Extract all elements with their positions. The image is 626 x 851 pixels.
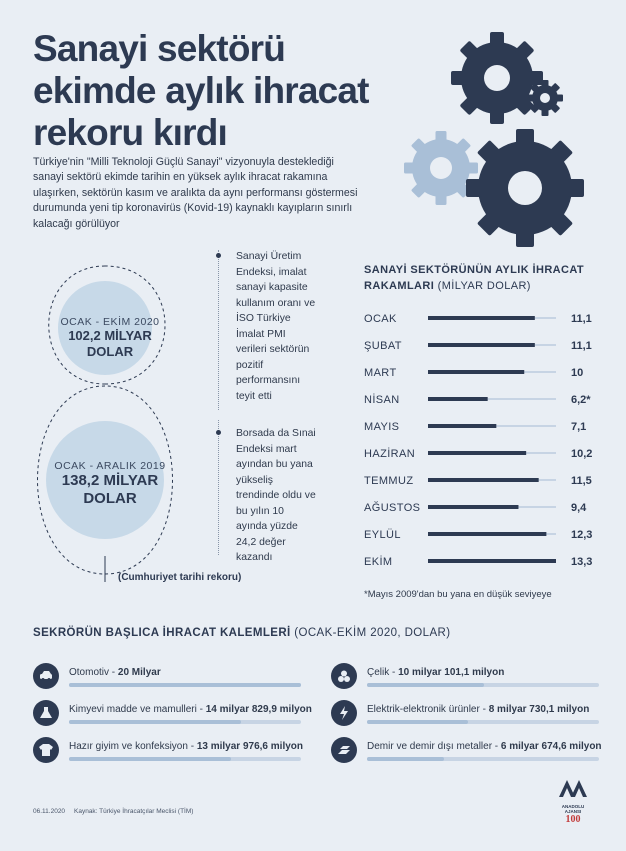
chart-category-label: OCAK [364, 313, 397, 325]
chart-category-label: MART [364, 367, 397, 379]
date-text: 06.11.2020 [33, 808, 66, 815]
bullet-line-2 [218, 420, 219, 555]
export-item-demir [331, 737, 601, 767]
totals-bubbles [0, 244, 205, 594]
chart-value-label: 11,5 [571, 475, 592, 487]
chart-category-label: AĞUSTOS [364, 502, 421, 514]
chart-category-label: NİSAN [364, 394, 400, 406]
aa-logo-mark [555, 777, 591, 799]
export-item-label: Demir ve demir dışı metaller - 6 milyar 674,6 milyon [367, 741, 602, 752]
aa-logo-text: ANADOLU AJANSI [561, 804, 585, 814]
flask-icon [33, 700, 59, 726]
export-item-value: 8 milyar 730,1 milyon [488, 704, 590, 715]
car-icon [33, 663, 59, 689]
chart-value-label: 11,1 [571, 313, 592, 325]
export-item-label: Çelik - 10 milyar 101,1 milyon [367, 667, 505, 678]
chart-value-label: 13,3 [571, 556, 593, 568]
metal-bars-icon [331, 737, 357, 763]
chart-bar [428, 316, 535, 320]
chart-bar [428, 559, 556, 563]
export-item-elektrik [331, 700, 601, 730]
export-item-label: Hazır giyim ve konfeksiyon - 13 milyar 976,6 milyon [69, 741, 303, 752]
chart-title-bold: SANAYİ SEKTÖRÜNÜN AYLIK İHRACAT RAKAMLARI [364, 264, 584, 292]
chart-category-label: EYLÜL [364, 529, 401, 541]
chart-bar [428, 478, 539, 482]
gear-bottom-icon [466, 129, 584, 247]
export-item-name: Kimyevi madde ve mamulleri [69, 704, 197, 715]
chart-title-unit: (MİLYAR DOLAR) [437, 280, 531, 292]
export-item-value: 6 milyar 674,6 milyon [500, 741, 602, 752]
section-title-bold: SEKRÖRÜN BAŞLICA İHRACAT KALEMLERİ [33, 627, 291, 639]
export-item-value: 10 milyar 101,1 milyon [398, 667, 505, 678]
aa-logo [555, 777, 591, 825]
gear-small-icon [527, 80, 563, 116]
chart-category-label: ŞUBAT [364, 340, 402, 352]
bubble-2019-period: OCAK - ARALIK 2019 [54, 460, 166, 472]
chart-value-label: 12,3 [571, 529, 593, 541]
chart-bar [428, 532, 546, 536]
section-title [33, 627, 450, 639]
bubble-2020-value: 102,2 MİLYAR DOLAR [68, 328, 152, 359]
chart-value-label: 11,1 [571, 340, 592, 352]
export-item-name: Hazır giyim ve konfeksiyon [69, 741, 188, 752]
chart-title [364, 262, 614, 294]
export-item-value: 14 milyar 829,9 milyon [205, 704, 312, 715]
export-item-track [69, 683, 301, 687]
chart-value-label: 10,2 [571, 448, 593, 460]
record-note: (Cumhuriyet tarihi rekoru) [118, 572, 242, 583]
shirt-icon [33, 737, 59, 763]
chart-value-label: 7,1 [571, 421, 587, 433]
export-item-bar [69, 683, 301, 687]
bubble-2019-value: 138,2 MİLYAR DOLAR [61, 472, 159, 507]
export-item-value: 13 milyar 976,6 milyon [196, 741, 303, 752]
chart-bar [428, 397, 488, 401]
page-title: Sanayi sektörü ekimde aylık ihracat rekoru kırdı [33, 28, 369, 153]
lightning-icon [331, 700, 357, 726]
export-item-name: Çelik [367, 667, 390, 678]
chart-bar [428, 451, 526, 455]
aa-anniversary: 100 [565, 814, 581, 825]
steel-icon [331, 663, 357, 689]
export-item-name: Elektrik-elektronik ürünler [367, 704, 480, 715]
chart-bar [428, 343, 535, 347]
export-item-bar [367, 683, 484, 687]
export-item-track [69, 720, 301, 724]
monthly-export-chart [358, 305, 608, 580]
chart-bar [428, 505, 518, 509]
export-item-value: 20 Milyar [117, 667, 161, 678]
bubble-2020-period: OCAK - EKİM 2020 [60, 316, 160, 328]
export-item-track [367, 757, 599, 761]
bullet-text-1: Sanayi Üretim Endeksi, imalat sanayi kapasite kullanım oranı ve İSO Türkiye İmalat PMI verileri sektörün pozitif performansını teyit etti [236, 251, 316, 402]
export-item-name: Otomotiv [69, 667, 110, 678]
intro-text: Türkiye'nin "Milli Teknoloji Güçlü Sanayi" vizyonuyla desteklediği sanayi sektörü ekimde tarihin en yüksek aylık ihracat rakamına ulaşırken, sektörün kasım ve aralıkta da aynı performansı göstermesi durumunda yeni tip koronavirüs (Kovid-19) kaynaklı kayıpların sınırlı kalacağı görülüyor [33, 156, 358, 230]
chart-category-label: HAZİRAN [364, 448, 416, 460]
gear-large-icon [451, 32, 543, 124]
export-item-track [367, 683, 599, 687]
section-title-unit: (OCAK-EKİM 2020, DOLAR) [294, 627, 451, 639]
bullet-text-2: Borsada da Sınai Endeksi mart ayından bu yana yükseliş trendinde oldu ve bu yılın 10 ayında yüzde 24,2 değer kazandı [236, 428, 316, 563]
chart-bar [428, 424, 496, 428]
bullet-dot-2 [216, 430, 221, 435]
chart-value-label: 9,4 [571, 502, 587, 514]
export-item-label: Elektrik-elektronik ürünler - 8 milyar 730,1 milyon [367, 704, 590, 715]
gears-illustration [385, 28, 626, 250]
export-item-label: Otomotiv - 20 Milyar [69, 667, 161, 678]
export-item-hazir-giyim [33, 737, 303, 767]
export-item-kimyevi [33, 700, 312, 730]
export-item-celik [331, 663, 601, 693]
export-item-bar [69, 720, 241, 724]
export-item-label: Kimyevi madde ve mamulleri - 14 milyar 829,9 milyon [69, 704, 312, 715]
source-text: Kaynak: Türkiye İhracatçılar Meclisi (TİM) [74, 808, 194, 815]
export-item-name: Demir ve demir dışı metaller [367, 741, 493, 752]
chart-value-label: 10 [571, 367, 584, 379]
bullet-line-1 [218, 250, 219, 410]
chart-value-label: 6,2* [571, 394, 591, 406]
export-item-bar [69, 757, 231, 761]
chart-footnote: *Mayıs 2009'dan bu yana en düşük seviyeye [364, 589, 552, 600]
chart-bar [428, 370, 524, 374]
chart-category-label: MAYIS [364, 421, 400, 433]
chart-category-label: TEMMUZ [364, 475, 414, 487]
export-item-track [69, 757, 301, 761]
export-item-track [367, 720, 599, 724]
export-item-bar [367, 757, 444, 761]
bullet-dot-1 [216, 253, 221, 258]
export-item-bar [367, 720, 468, 724]
chart-category-label: EKİM [364, 556, 393, 568]
export-item-otomotiv [33, 663, 303, 693]
